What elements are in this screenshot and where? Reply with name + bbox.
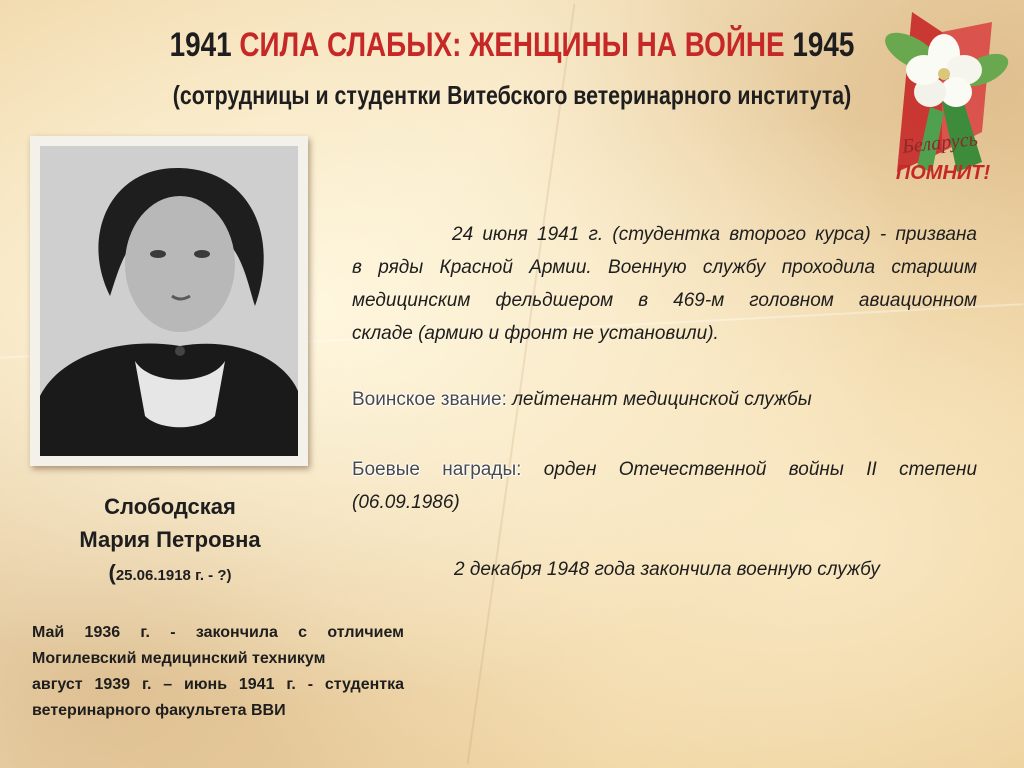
portrait-photo: [40, 146, 298, 456]
title-year-start: 1941: [169, 26, 232, 64]
page-subtitle: (сотрудницы и студентки Витебского ветеринарного института): [172, 80, 852, 110]
combat-awards: [352, 453, 977, 519]
bio-line: Могилевский медицинский техникум: [32, 650, 326, 667]
person-given-name: Мария Петровна: [79, 527, 261, 552]
portrait-frame: [30, 136, 308, 466]
person-name: [40, 490, 300, 592]
awards-line: [352, 453, 977, 486]
service-line: медицинским фельдшером в 469-м головном авиационном: [352, 290, 977, 311]
emblem-caption: ПОМНИТ!: [895, 162, 991, 184]
bio-line: ветеринарного факультета ВВИ: [32, 702, 286, 719]
page-title: [92, 26, 932, 65]
rank-label: Воинское звание:: [352, 389, 507, 410]
title-main: СИЛА СЛАБЫХ: ЖЕНЩИНЫ НА ВОЙНЕ: [239, 26, 785, 64]
service-line: 24 июня 1941 г. (студентка второго курса) - призвана: [452, 224, 977, 245]
emblem-script: Беларусь: [901, 128, 979, 158]
person-dates-value: 25.06.1918 г. - ?): [115, 567, 232, 584]
bio-line: Май 1936 г. - закончила с отличием: [32, 624, 404, 641]
military-rank: [352, 383, 977, 416]
title-year-end: 1945: [792, 26, 855, 64]
person-surname: Слободская: [104, 494, 236, 519]
awards-value: орден Отечественной войны II степени: [543, 459, 978, 480]
service-end: 2 декабря 1948 года закончила военную службу: [454, 559, 880, 580]
awards-date: (06.09.1986): [352, 492, 460, 513]
service-paragraph: [352, 218, 977, 350]
awards-label: Боевые награды:: [352, 459, 522, 480]
rank-value: лейтенант медицинской службы: [512, 389, 812, 410]
person-dates-open: (: [108, 560, 116, 585]
biography-text: [32, 620, 404, 724]
service-line: в ряды Красной Армии. Военную службу проходила старшим: [352, 257, 977, 278]
person-dates: [40, 556, 300, 592]
service-line: складе (армию и фронт не установили).: [352, 323, 719, 344]
bio-line: август 1939 г. – июнь 1941 г. - студентка: [32, 676, 404, 693]
